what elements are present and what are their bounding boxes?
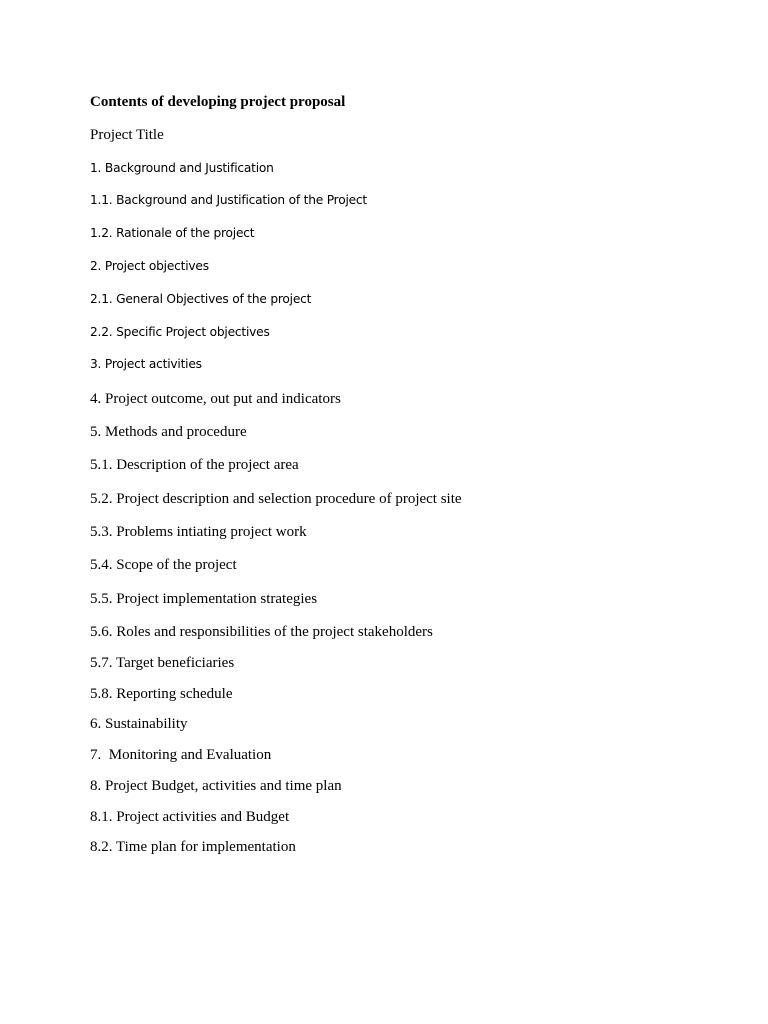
contents-line: 4. Project outcome, out put and indicators	[90, 391, 341, 407]
contents-line: 2.2. Specific Project objectives	[90, 325, 270, 339]
contents-line: 8.1. Project activities and Budget	[90, 809, 290, 825]
contents-line: 5. Methods and procedure	[90, 424, 247, 440]
contents-line: 5.1. Description of the project area	[90, 457, 299, 473]
contents-line: 5.2. Project description and selection procedure of project site	[90, 491, 462, 507]
contents-line: Project Title	[90, 127, 164, 143]
contents-line: 5.7. Target beneficiaries	[90, 655, 235, 671]
contents-line: 1. Background and Justification	[90, 161, 274, 175]
contents-line: 3. Project activities	[90, 357, 202, 371]
contents-line: 1.1. Background and Justification of the Project	[90, 193, 368, 207]
contents-line: 6. Sustainability	[90, 716, 188, 732]
contents-line: 5.6. Roles and responsibilities of the project stakeholders	[90, 624, 433, 640]
contents-line: 8.2. Time plan for implementation	[90, 839, 296, 855]
contents-line: 2.1. General Objectives of the project	[90, 292, 312, 306]
contents-line: 1.2. Rationale of the project	[90, 226, 255, 240]
contents-line: 5.5. Project implementation strategies	[90, 591, 318, 607]
contents-line: 5.4. Scope of the project	[90, 557, 237, 573]
document-heading: Contents of developing project proposal	[90, 94, 346, 110]
contents-line: 5.3. Problems intiating project work	[90, 524, 307, 540]
contents-line: 5.8. Reporting schedule	[90, 686, 233, 702]
contents-line: 7. Monitoring and Evaluation	[90, 747, 272, 763]
contents-line: 2. Project objectives	[90, 259, 209, 273]
contents-line: 8. Project Budget, activities and time plan	[90, 778, 342, 794]
